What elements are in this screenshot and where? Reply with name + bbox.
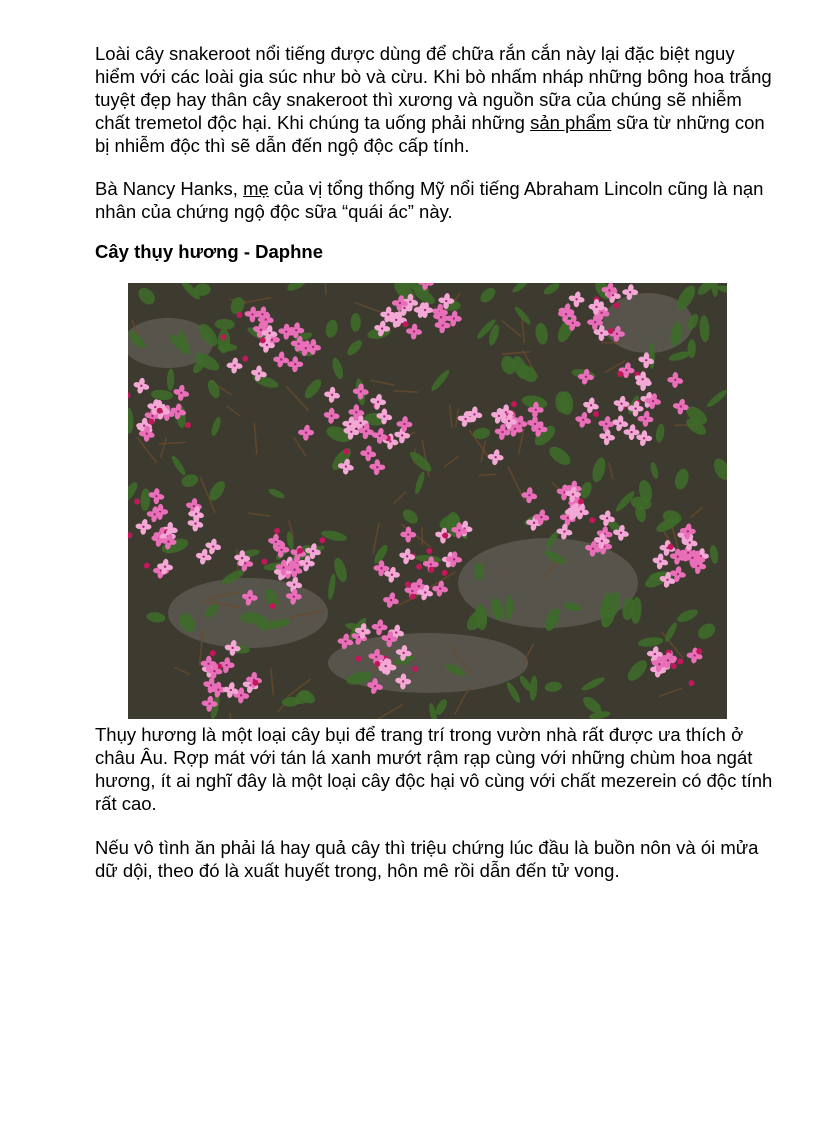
paragraph-nancy-hanks xyxy=(95,177,775,223)
paragraph-text: Bà Nancy Hanks, xyxy=(95,178,244,199)
paragraph-text: của vị tổng thống Mỹ nổi tiếng Abraham Lincoln cũng là nạn nhân của chứng ngộ độc sữa “quái ác” này. xyxy=(95,178,764,222)
section-heading: Cây thụy hương - Daphne xyxy=(95,241,323,262)
daphne-flower-photo xyxy=(128,283,727,719)
link-me[interactable]: mẹ xyxy=(243,178,269,199)
paragraph-daphne: Thụy hương là một loại cây bụi để trang trí trong vườn nhà rất được ưa thích ở châu Âu. Rợp mát với tán lá xanh mướt rậm rạp cùng với những chùm hoa ngát hương, ít ai nghĩ đây là một loại cây độc hại vô cùng với chất mezerein có độc tính rất cao. xyxy=(95,724,773,814)
paragraph-snakeroot xyxy=(95,42,775,157)
paragraph-symptoms: Nếu vô tình ăn phải lá hay quả cây thì triệu chứng lúc đầu là buồn nôn và ói mửa dữ dội, theo đó là xuất huyết trong, hôn mê rồi dẫn đến tử vong. xyxy=(95,837,759,881)
link-san-pham[interactable]: sản phẩm xyxy=(530,112,612,133)
paragraph-text: sữa từ những con bị nhiễm độc thì sẽ dẫn đến ngộ độc cấp tính. xyxy=(95,112,765,156)
paragraph-text: Loài cây snakeroot nổi tiếng được dùng để chữa rắn cắn này lại đặc biệt nguy hiểm với các loài gia súc như bò và cừu. Khi bò nhấm nháp những bông hoa trắng tuyệt đẹp hay thân cây snakeroot thì xương và nguồn sữa của chúng sẽ nhiễm chất tremetol độc hại. Khi chúng ta uống phải những xyxy=(95,43,772,133)
daphne-flower-illustration xyxy=(128,283,727,719)
